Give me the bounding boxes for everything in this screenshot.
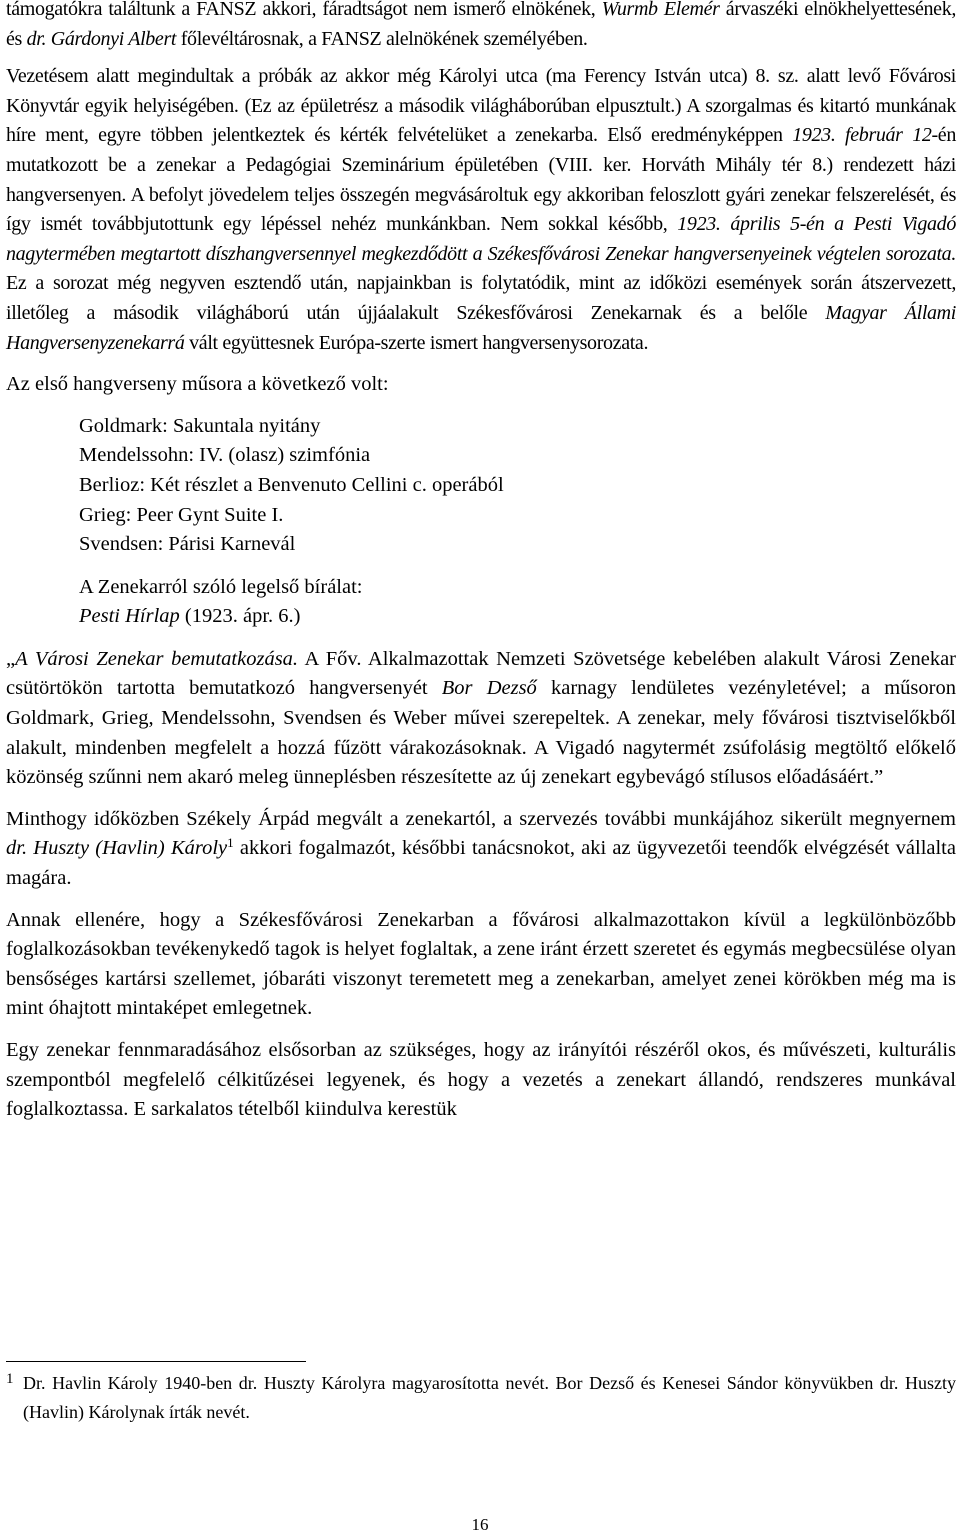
person-name: Wurmb Elemér (601, 0, 720, 20)
program-item: Goldmark: Sakuntala nyitány (79, 414, 321, 437)
conductor-name: Bor Dezső (441, 677, 537, 700)
document-page (6, 0, 956, 1125)
text-run: Ez a sorozat még negyven esztendő után, napjainkban is folytatódik, mint az időközi események során átszervezett, illetőleg a második világháború után újjáalakult Székesfővárosi Zenekarnak és a belőle (6, 272, 956, 324)
text-run: Vezetésem alatt megindultak a próbák az akkor még Károlyi utca (ma Ferency István utca) 8. sz. alatt levő Fővárosi Könyvtár egyik helyiségében. (Ez az épületrész a második világháborúban elpusztult.) A szorgalmas és kitartó munkának híre ment, egyre többen jelentkeztek és kérték felvételüket a zenekarba. Első eredményképpen (6, 65, 956, 147)
footnote-separator (6, 1361, 306, 1362)
review-title: A Zenekarról szóló legelső bírálat: (79, 575, 363, 598)
concert-program-list (79, 412, 956, 560)
review-source (79, 602, 956, 632)
footnote-reference[interactable]: 1 (227, 835, 234, 851)
orchestra-name: Magyar Állami Hangversenyzenekarrá (6, 301, 956, 354)
program-item: Mendelssohn: IV. (olasz) szimfónia (79, 444, 371, 467)
text-run: árvaszéki elnökhelyettesének, és (6, 0, 957, 50)
text-run: Minthogy időközben Székely Árpád megvált a zenekartól, a szervezés további munkájához sikerült megnyernem (6, 807, 956, 830)
date: 1923. február 12 (792, 124, 932, 147)
first-review-block (79, 573, 956, 632)
review-date: (1923. ápr. 6.) (179, 605, 301, 628)
text-run: vált együttesnek Európa-szerte ismert hangversenysorozata. (184, 331, 649, 354)
paragraph-supporters (6, 0, 956, 54)
footnote (6, 1369, 956, 1427)
paragraph-rehearsals (6, 62, 956, 358)
newspaper-name: Pesti Hírlap (79, 605, 180, 628)
footnote-text: Dr. Havlin Károly 1940-ben dr. Huszty Károlyra magyarosította nevét. Bor Dezső és Kenesei Sándor könyvükben dr. Huszty (Havlin) Károlynak írták nevét. (23, 1373, 956, 1422)
paragraph-minthogy (6, 805, 956, 894)
quote-title: A Városi Zenekar bemutatkozása. (15, 647, 299, 670)
program-item: Berlioz: Két részlet a Benvenuto Cellini c. operából (79, 473, 504, 496)
text-run: akkori fogalmazót, későbbi tanácsnokot, aki az ügyvezetői teendők elvégzését vállalta magára. (6, 837, 956, 890)
program-item: Grieg: Peer Gynt Suite I. (79, 503, 284, 526)
text-run: főlevéltárosnak, a FANSZ alelnökének személyében. (176, 27, 588, 50)
event-description: 1923. április 5-én a Pesti Vigadó nagytermében megtartott díszhangversennyel megkezdődött a Székesfővárosi Zenekar hangversenyeinek végtelen sorozata. (6, 213, 956, 265)
text-run: támogatókra találtunk a FANSZ akkori, fáradtságot nem ismerő elnökének, (6, 0, 602, 20)
text-run: -én mutatkozott be a zenekar a Pedagógiai Szeminárium épületében (VIII. ker. Horváth Mihály tér 8.) rendezett házi hangversenyen. A befolyt jövedelem teljes összegén megvásároltuk egy akkoriban feloszlott gyári zenekar felszerelését, és így ismét továbbjutottunk egy lépéssel nehéz munkánkban. Nem sokkal később, (6, 124, 956, 236)
text-run: A Főv. Alkalmazottak Nemzeti Szövetsége kebelében alakult Városi Zenekar csütörtökön tartotta bemutatkozó hangversenyét (6, 647, 956, 700)
program-item: Svendsen: Párisi Karnevál (79, 533, 296, 556)
person-name: dr. Gárdonyi Albert (26, 27, 177, 50)
quote-open: „ (6, 647, 16, 670)
person-name: dr. Huszty (Havlin) Károly (6, 837, 228, 860)
footnote-number: 1 (6, 1371, 14, 1387)
text-run: karnagy lendületes vezényletével; a műsoron Goldmark, Grieg, Mendelssohn, Svendsen és Weber művei szerepeltek. A zenekar, mely fővárosi tisztviselőkből alakult, mindenben megfelelt a hozzá fűzött várakozásoknak. A Vigadó nagytermét zsúfolásig megtöltő előkelő közönség szűnni nem akaró meleg ünneplésben részesítette az új zenekart egybevágó stílusos előadásáért.” (6, 677, 956, 789)
paragraph-egy: Egy zenekar fennmaradásához elsősorban az szükséges, hogy az irányítói részéről okos, és művészeti, kulturális szempontból megfelelő célkitűzései legyenek, és hogy a vezetés a zenekart állandó, rendszeres munkával foglalkoztassa. E sarkalatos tételből kiindulva kerestük (6, 1039, 956, 1121)
review-quote (6, 645, 956, 793)
paragraph-annak: Annak ellenére, hogy a Székesfővárosi Zenekarban a fővárosi alkalmazottakon kívül a legkülönbözőbb foglalkozásokban tevékenykedő tagok is helyet foglaltak, a zene iránt érzett szeretet és egymás megbecsülése olyan bensőséges kartársi szellemet, jóbaráti viszonyt teremetett meg a zenekarban, amelyet zenei körökben még ma is mint óhajtott mintaképet emlegetnek. (6, 908, 956, 1020)
page-number: 16 (471, 1515, 489, 1534)
program-intro: Az első hangverseny műsora a következő volt: (6, 373, 389, 396)
